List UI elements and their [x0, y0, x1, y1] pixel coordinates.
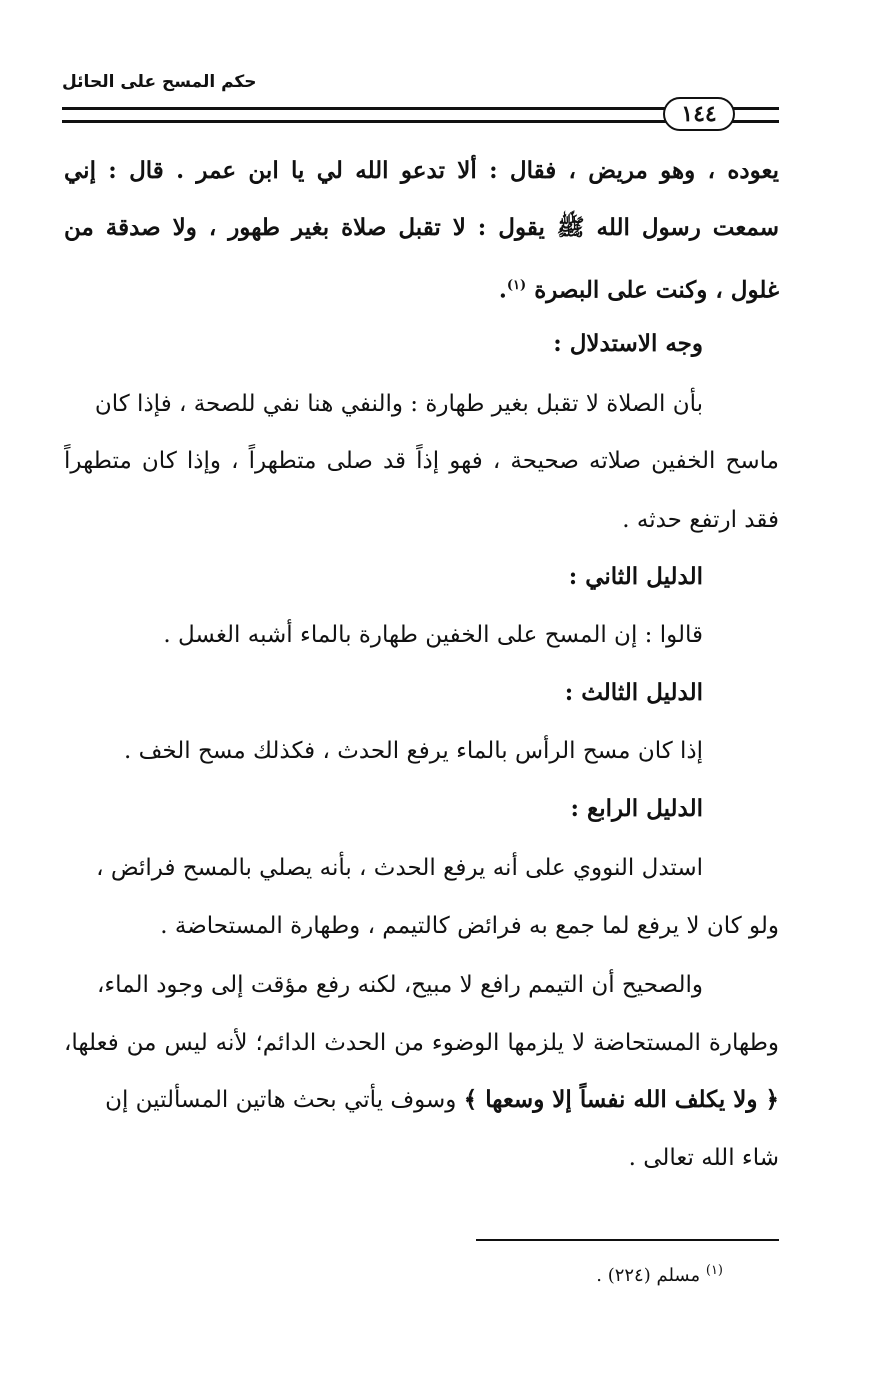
- text-line: استدل النووي على أنه يرفع الحدث ، بأنه يصلي بالمسح فرائض ،: [96, 855, 703, 881]
- page-number-badge: [663, 97, 735, 131]
- text-line: [64, 266, 779, 306]
- text-line: وطهارة المستحاضة لا يلزمها الوضوء من الحدث الدائم؛ لأنه ليس من فعلها،: [64, 1030, 779, 1056]
- text-line: ولو كان لا يرفع لما جمع به فرائض كالتيمم ، وطهارة المستحاضة .: [160, 913, 779, 939]
- section-heading: الدليل الثالث :: [564, 679, 703, 706]
- text-line: شاء الله تعالى .: [628, 1145, 779, 1171]
- text-line: فقد ارتفع حدثه .: [622, 507, 779, 533]
- text-fragment: غلول ، وكنت على البصرة: [534, 276, 779, 304]
- page-number: ١٤٤: [681, 101, 717, 127]
- text-line: بأن الصلاة لا تقبل بغير طهارة : والنفي هنا نفي للصحة ، فإذا كان: [94, 391, 703, 417]
- footnote-rule: [476, 1239, 779, 1241]
- text-line: [64, 1080, 779, 1120]
- sentence-end: .: [498, 276, 507, 304]
- section-heading: الدليل الثاني :: [568, 563, 703, 590]
- text-line: والصحيح أن التيمم رافع لا مبيح، لكنه رفع مؤقت إلى وجود الماء،: [96, 972, 703, 998]
- text-line: قالوا : إن المسح على الخفين طهارة بالماء أشبه الغسل .: [163, 622, 703, 648]
- footnote-text: مسلم (٢٢٤) .: [596, 1265, 701, 1286]
- footnote-marker: (١): [705, 1263, 723, 1278]
- text-line: ماسح الخفين صلاته صحيحة ، فهو إذاً قد صلى متطهراً ، وإذا كان متطهراً: [64, 448, 779, 474]
- running-title: حكم المسح على الحائل: [62, 72, 257, 92]
- footnote: [596, 1263, 723, 1286]
- text-fragment: وسوف يأتي بحث هاتين المسألتين إن: [105, 1087, 457, 1113]
- text-line: سمعت رسول الله ﷺ يقول : لا تقبل صلاة بغير طهور ، ولا صدقة من: [64, 214, 779, 241]
- footnote-reference: (١): [506, 278, 527, 293]
- section-heading: وجه الاستدلال :: [553, 330, 703, 357]
- quran-quote: ﴿ ولا يكلف الله نفساً إلا وسعها ﴾: [463, 1086, 779, 1113]
- text-line: يعوده ، وهو مريض ، فقال : ألا تدعو الله لي يا ابن عمر . قال : إني: [64, 157, 779, 184]
- text-line: إذا كان مسح الرأس بالماء يرفع الحدث ، فكذلك مسح الخف .: [124, 738, 703, 764]
- section-heading: الدليل الرابع :: [570, 795, 703, 822]
